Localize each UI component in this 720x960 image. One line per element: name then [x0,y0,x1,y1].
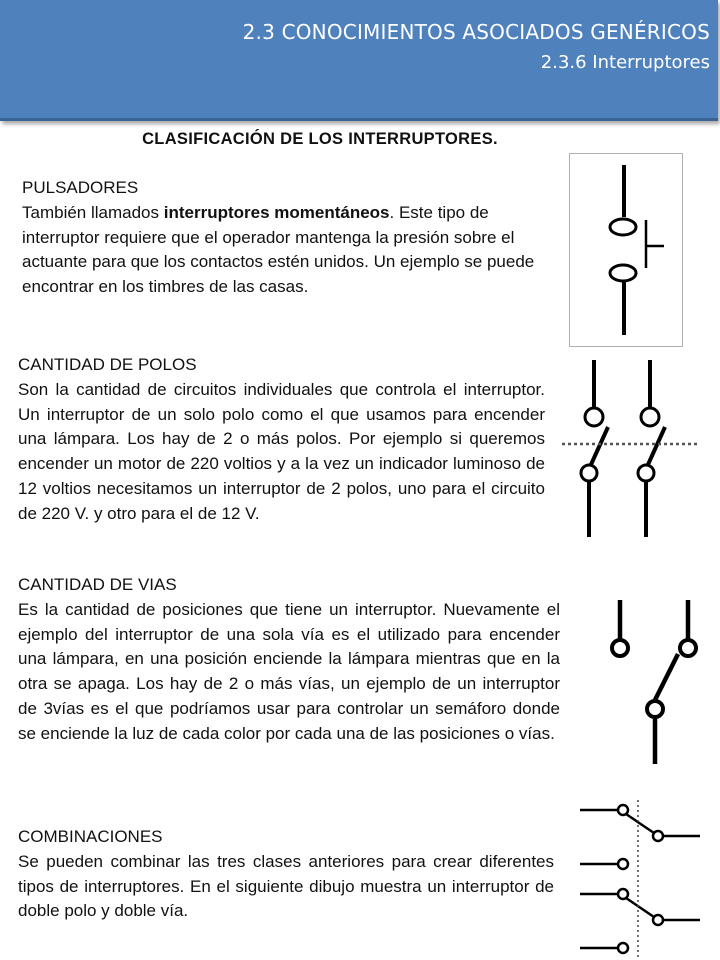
section-vias [18,573,560,747]
section-text: Se pueden combinar las tres clases anteriores para crear diferentes tipos de interruptores. En el siguiente dibujo muestra un interruptor de doble polo y doble vía. [18,851,554,921]
header-banner [0,0,718,121]
bold-term: interruptores momentáneos [163,202,390,222]
section-polos [18,353,545,527]
pushbutton-switch-icon [569,153,683,347]
section-heading: COMBINACIONES [18,827,163,846]
section-text: Son la cantidad de circuitos individuales que controla el interruptor. Un interruptor de un solo polo como el que usamos para encender una lámpara. Los hay de 2 o más polos. Por ejemplo si queremos encender un motor de 220 voltios y a la vez un indicador luminoso de 12 voltios necesitamos un interruptor de 2 polos, uno para el circuito de 220 V. y otro para el de 12 V. [18,379,545,523]
double-pole-double-throw-switch-icon [578,796,720,960]
section-heading: CANTIDAD DE POLOS [18,355,197,374]
section-heading: PULSADORES [22,178,139,197]
header-title: 2.3 CONOCIMIENTOS ASOCIADOS GENÉRICOS [242,20,710,44]
two-pole-switch-icon [560,355,720,545]
section-heading: CANTIDAD DE VIAS [18,575,177,594]
section-pulsadores [22,176,546,300]
section-text: Es la cantidad de posiciones que tiene un interruptor. Nuevamente el ejemplo del interruptor de una sola vía es el utilizado para encender una lámpara, en una posición enciende la lámpara mientras que en la otra se apaga. Los hay de 2 o más vías, un ejemplo de un interruptor de 3vías es el que podríamos usar para controlar un semáforo donde se enciende la luz de cada color por cada una de las posiciones o vías. [18,599,560,743]
page-title: CLASIFICACIÓN DE LOS INTERRUPTORES. [142,130,498,148]
section-combinaciones [18,825,554,924]
section-text: También llamados interruptores momentáneos. Este tipo de interruptor requiere que el operador mantenga la presión sobre el actuante para que los contactos estén unidos. Un ejemplo se puede encontrar en los timbres de las casas. [22,202,535,297]
header-subtitle: 2.3.6 Interruptores [540,52,710,73]
two-way-switch-icon [600,596,720,771]
